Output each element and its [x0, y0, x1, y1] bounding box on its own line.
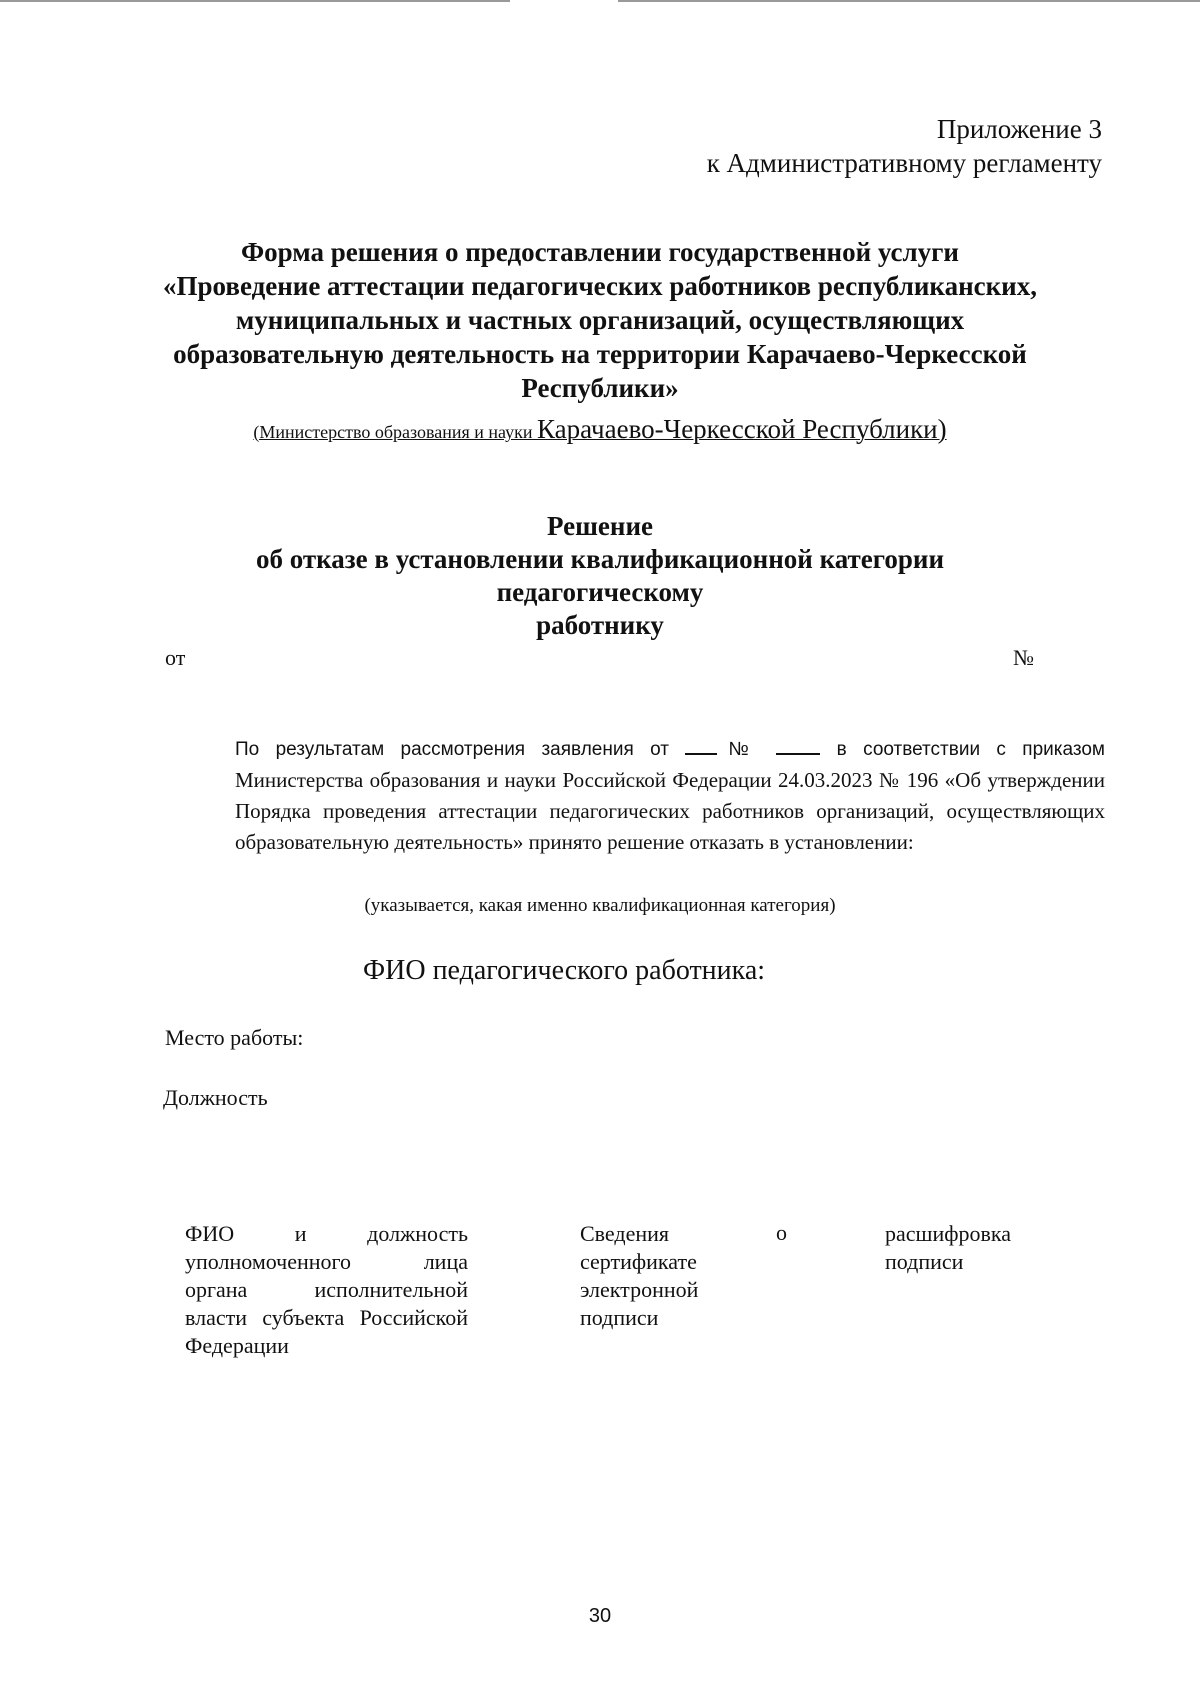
certificate-info-preposition: о	[776, 1220, 787, 1245]
appendix-number: Приложение 3	[936, 114, 1102, 144]
date-label: от	[165, 645, 186, 670]
workplace-label: Место работы:	[165, 1025, 304, 1050]
form-title-line: муниципальных и частных организаций, осуществляющих	[235, 305, 965, 335]
body-number-sign: №	[717, 739, 760, 760]
signature-decoding: расшифровка подписи	[885, 1221, 1012, 1274]
form-title-line: Республики»	[521, 373, 679, 403]
ministry-name	[150, 414, 1050, 445]
form-title-line: «Проведение аттестации педагогических работников республиканских,	[163, 271, 1037, 301]
form-title-line: Форма решения о предоставлении государственной услуги	[240, 237, 959, 267]
date-blank	[685, 737, 717, 755]
decision-heading	[150, 510, 1050, 642]
appendix-reference: к Административному регламенту	[706, 148, 1102, 178]
body-intro: По результатам рассмотрения заявления от	[235, 739, 686, 760]
ministry-name-part1: (Министерство образования и науки	[253, 422, 537, 442]
page-number: 30	[588, 1605, 612, 1627]
signatory-info: ФИО и должность уполномоченного лица органа исполнительной власти субъекта Российской Федерации	[185, 1221, 468, 1358]
scan-edge-right	[618, 0, 1200, 2]
certificate-info: Сведения сертификате электронной подписи	[580, 1221, 699, 1330]
appendix-header	[707, 112, 1102, 180]
ministry-name-part2: Карачаево-Черкесской Республики)	[537, 414, 947, 444]
decision-body	[235, 733, 1105, 858]
form-title-line: образовательную деятельность на территории Карачаево-Черкесской	[173, 339, 1027, 369]
category-hint: (указывается, какая именно квалификационная категория)	[364, 895, 836, 916]
decision-subtitle-line: об отказе в установлении квалификационной категории педагогическому	[255, 544, 945, 607]
body-text: Министерства образования и науки Российской Федерации 24.03.2023 № 196 «Об утверждении Порядка проведения аттестации педагогических работников организаций, осуществляющих образовательную деятельность» принято решение отказать в установлении:	[235, 768, 1105, 854]
decision-subtitle-line: работнику	[536, 610, 664, 640]
scan-edge-left	[0, 0, 510, 2]
decision-title: Решение	[547, 511, 653, 541]
body-after-number: в соответствии с приказом	[820, 739, 1105, 760]
fio-heading: ФИО педагогического работника:	[363, 955, 766, 986]
form-title	[150, 235, 1050, 405]
number-label: №	[1013, 645, 1034, 670]
number-blank	[776, 737, 820, 755]
position-label: Должность	[163, 1085, 268, 1110]
